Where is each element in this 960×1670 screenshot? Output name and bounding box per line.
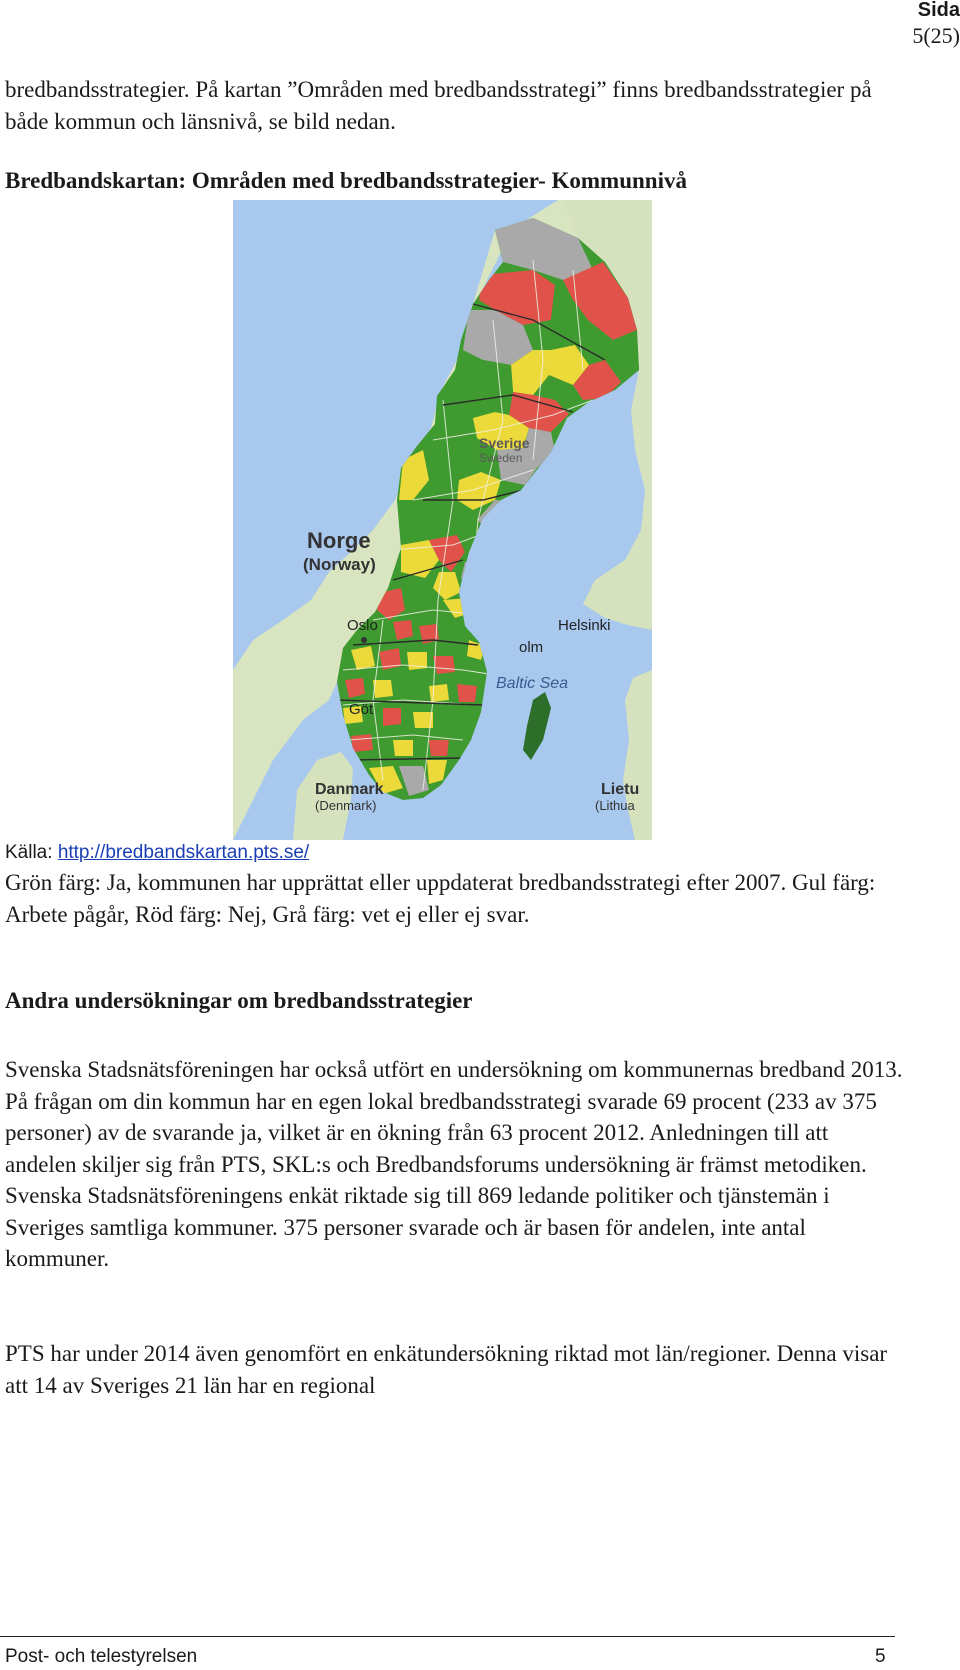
label-goteborg: Göt [349,701,374,718]
region-yellow [373,680,393,698]
footer-organization: Post- och telestyrelsen [5,1646,198,1667]
region-green [447,624,465,644]
page-header [840,0,960,50]
map-legend-text: Grön färg: Ja, kommunen har upprättat eller uppdaterat bredbandsstrategi efter 2007. Gul färg: Arbete pågår, Röd färg: Nej, Grå färg: vet ej eller ej svar. [5,870,876,927]
map-caption-title: Bredbandskartan: Områden med bredbandsstrategier- Kommunnivå [5,168,687,193]
region-yellow [393,740,413,756]
body-paragraph-2: PTS har under 2014 även genomfört en enkätundersökning riktad mot län/regioner. Denna visar att 14 av Sveriges 21 län har en regional [5,1341,888,1398]
page-number: 5(25) [912,23,960,48]
oslo-marker [361,637,367,643]
broadband-strategy-map [233,200,652,840]
label-danmark: Danmark [315,781,384,798]
region-red [457,684,477,702]
page-label: Sida [917,0,960,21]
region-yellow [407,652,427,670]
map-source [5,842,309,864]
label-denmark: (Denmark) [315,798,377,813]
label-lithuania: (Lithua [595,798,635,813]
region-green [443,714,463,730]
label-norge: Norge [307,528,371,553]
region-green [399,682,419,700]
label-baltic-sea: Baltic Sea [496,675,569,692]
label-stockholm: olm [519,639,544,656]
section-heading: Andra undersökningar om bredbandsstrategier [5,988,473,1013]
label-sweden: Sweden [479,451,523,465]
label-lietuva: Lietu [601,781,640,798]
region-red [429,740,449,756]
label-norway: (Norway) [303,555,376,574]
intro-paragraph: bredbandsstrategier. På kartan ”Områden med bredbandsstrategi” finns bredbandsstrategier på både kommun och länsnivå, se bild nedan. [5,77,872,134]
body-paragraph-1: Svenska Stadsnätsföreningen har också utfört en undersökning om kommunernas bredband 2013. På frågan om din kommun har en egen lokal bredbandsstrategi svarade 69 procent (233 av 375 personer) av de svarande ja, vilket är en ökning från 63 procent 2012. Anledningen till att andelen skiljer sig från PTS, SKL:s och Bredbandsforums undersökning är främst metodiken. Svenska Stadsnätsföreningens enkät riktade sig till 869 ledande politiker och tjänstemän i Sveriges samtliga kommuner. 375 personer svarade och är basen för andelen, inte antal kommuner. [5,1057,903,1271]
footer-page-number: 5 [875,1646,886,1667]
label-sverige: Sverige [479,435,530,451]
label-oslo: Oslo [347,617,378,634]
label-helsinki: Helsinki [558,617,611,634]
region-red [351,734,373,752]
region-red [383,708,401,726]
footer-divider [0,1636,895,1637]
source-link[interactable]: http://bredbandskartan.pts.se/ [57,842,310,863]
region-yellow [429,684,449,702]
source-label: Källa: [5,842,53,863]
